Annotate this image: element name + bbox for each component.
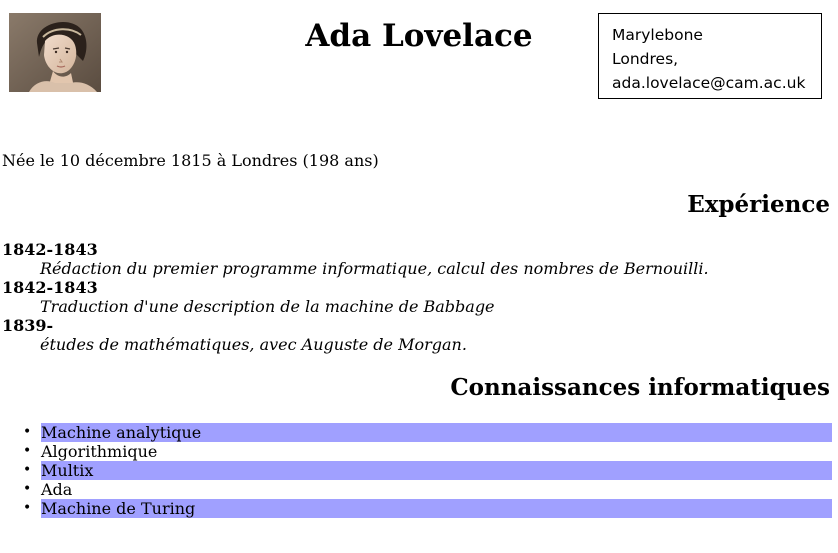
birth-info: Née le 10 décembre 1815 à Londres (198 ans) <box>2 151 379 170</box>
bullet-icon: • <box>23 424 32 440</box>
skill-label: Ada <box>41 480 73 499</box>
contact-box <box>598 13 822 99</box>
skills-heading: Connaissances informatiques <box>450 374 830 401</box>
experience-item <box>2 316 832 354</box>
bullet-icon: • <box>23 443 32 459</box>
contact-city-line: Londres, <box>612 50 679 68</box>
skill-label: Machine de Turing <box>41 499 832 518</box>
experience-description: Traduction d'une description de la machine de Babbage <box>40 297 495 316</box>
list-item <box>0 442 832 461</box>
experience-item <box>2 240 832 278</box>
list-item <box>0 461 832 480</box>
experience-dates: 1842-1843 <box>2 240 98 259</box>
list-item <box>0 423 832 442</box>
experience-list <box>2 240 832 354</box>
experience-dates: 1839- <box>2 316 54 335</box>
bullet-icon: • <box>23 500 32 516</box>
page-title: Ada Lovelace <box>305 18 533 54</box>
skills-list <box>0 423 832 518</box>
bullet-icon: • <box>23 462 32 478</box>
experience-item <box>2 278 832 316</box>
contact-email: ada.lovelace@cam.ac.uk <box>612 74 806 92</box>
experience-description: études de mathématiques, avec Auguste de Morgan. <box>40 335 467 354</box>
skill-label: Machine analytique <box>41 423 832 442</box>
list-item <box>0 480 832 499</box>
skill-label: Multix <box>41 461 832 480</box>
bullet-icon: • <box>23 481 32 497</box>
skill-label: Algorithmique <box>41 442 158 461</box>
list-item <box>0 499 832 518</box>
contact-address-line: Marylebone <box>612 26 703 44</box>
experience-heading: Expérience <box>687 191 830 218</box>
experience-dates: 1842-1843 <box>2 278 98 297</box>
experience-description: Rédaction du premier programme informatique, calcul des nombres de Bernouilli. <box>40 259 709 278</box>
